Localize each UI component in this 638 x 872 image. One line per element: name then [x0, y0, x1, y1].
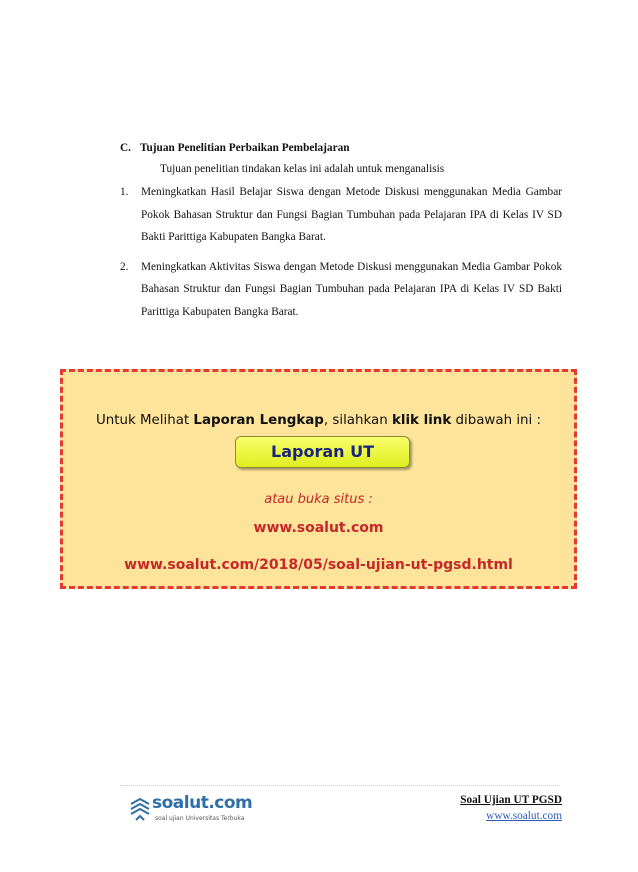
footer-site-link[interactable]: www.soalut.com: [486, 810, 562, 822]
instruction-bold-report: Laporan Lengkap: [193, 413, 324, 428]
laporan-ut-button[interactable]: Laporan UT: [235, 436, 410, 468]
list-item: [120, 186, 562, 249]
list-number: 1.: [120, 186, 129, 198]
footer-title: Soal Ujian UT PGSD: [460, 794, 562, 806]
logo-tagline: soal ujian Universitas Terbuka: [155, 815, 245, 822]
instruction-suffix: dibawah ini :: [451, 413, 542, 428]
logo-text: soalut.com: [152, 793, 253, 813]
section-heading: [120, 142, 562, 154]
article-link[interactable]: www.soalut.com/2018/05/soal-ujian-ut-pgsd.html: [124, 557, 513, 573]
callout-instruction: [63, 413, 574, 428]
list-text: Meningkatkan Hasil Belajar Siswa dengan Metode Diskusi menggunakan Media Gambar Pokok Bahasan Struktur dan Fungsi Bagian Tumbuhan pada Pelajaran IPA di Kelas IV SD Bakti Parittiga Kabupaten Bangka Barat.: [141, 186, 562, 243]
list-text: Meningkatkan Aktivitas Siswa dengan Metode Diskusi menggunakan Media Gambar Pokok Bahasan Struktur dan Fungsi Bagian Tumbuhan pada Pelajaran IPA di Kelas IV SD Bakti Parittiga Kabupaten Bangka Barat.: [141, 260, 562, 318]
book-icon: [128, 794, 152, 824]
section-title: Tujuan Penelitian Perbaikan Pembelajaran: [140, 142, 350, 154]
soalut-logo: [128, 792, 278, 828]
list-item: [120, 261, 562, 324]
download-callout: [60, 369, 577, 589]
objectives-section: [120, 142, 562, 335]
site-link[interactable]: www.soalut.com: [253, 520, 384, 536]
section-letter: C.: [120, 142, 131, 154]
alt-text: atau buka situs :: [264, 492, 373, 507]
section-intro: Tujuan penelitian tindakan kelas ini adalah untuk menganalisis: [160, 163, 445, 175]
instruction-bold-click: klik link: [391, 413, 452, 428]
instruction-mid: , silahkan: [323, 413, 392, 428]
list-number: 2.: [120, 260, 129, 273]
footer-divider: [120, 785, 560, 786]
instruction-prefix: Untuk Melihat: [95, 413, 194, 428]
